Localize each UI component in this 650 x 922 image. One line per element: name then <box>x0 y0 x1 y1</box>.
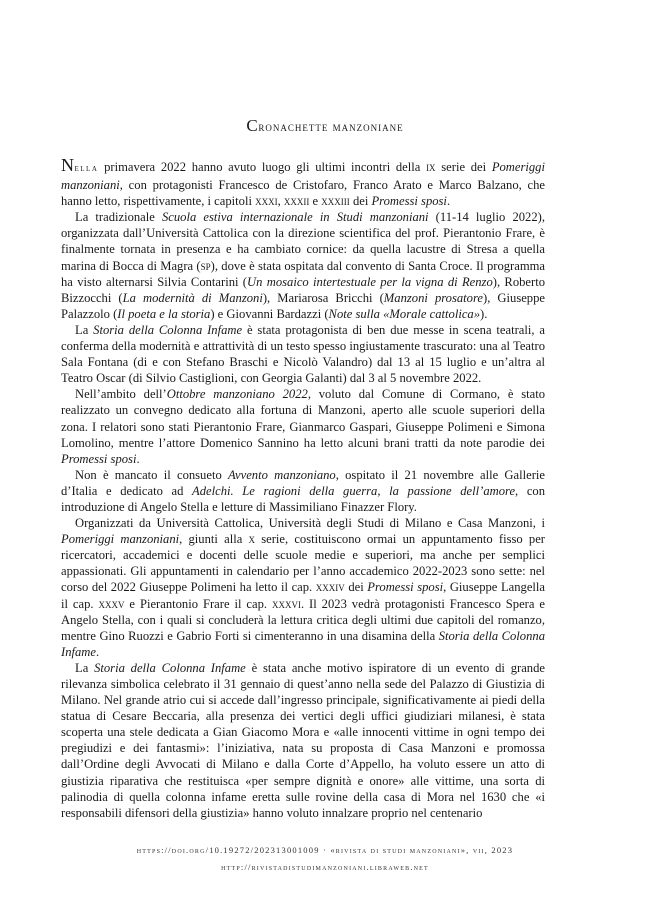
small-caps-text: xxxiv <box>315 580 345 595</box>
paragraph-initial: N <box>61 155 75 175</box>
italic-text: Storia della Colonna Infame <box>94 660 246 675</box>
italic-text: La modernità di Manzoni <box>122 290 263 305</box>
text-run: , <box>277 194 284 209</box>
text-run: , ospitato il 21 novembre alle Gallerie d’Italia e dedicato ad <box>61 467 545 498</box>
italic-text: Scuola estiva internazionale in Studi manzoniani <box>162 210 429 225</box>
text-run: è stata protagonista di ben due messe in scena teatrali, a conferma della modernità e attrattività di un testo spesso ingiustamente trascurato: una al Teatro Sala Fontana (di e con Stefano Braschi e Nicolò Valandro) dal 13 al 15 luglio e un’altra al Teatro Oscar (di Silvio Castiglioni, con Georgia Galanti) dal 3 al 5 novembre 2022. <box>61 322 545 386</box>
text-run: dei <box>349 194 372 209</box>
text-run: , con introduzione di Angelo Stella e letture di Massimiliano Finazzer Flory. <box>61 483 545 514</box>
section-title <box>0 116 650 136</box>
text-run: ) e Giovanni Bardazzi ( <box>210 306 329 321</box>
text-run: ), Giuseppe Palazzolo ( <box>61 290 545 321</box>
small-caps-text: x <box>248 532 255 547</box>
small-caps-text: xxxiii <box>321 194 350 209</box>
italic-text: Avvento manzoniano <box>228 467 336 482</box>
small-caps-text: ix <box>426 160 436 174</box>
text-run: , giunti alla <box>179 532 249 547</box>
section-title-initial: C <box>246 116 259 135</box>
article-body <box>61 157 545 821</box>
footer-doi[interactable]: https://doi.org/10.19272/202313001009 · «rivista di studi manzoniani», vii, 2023 <box>136 845 514 855</box>
text-run: . <box>446 194 451 209</box>
text-run: serie, costituiscono ormai un appuntamento fisso per ricercatori, accademici e docenti delle scuole medie e superiori, ma anche per semplici appassionati. Gli appuntamenti in calendario per l’anno accademico 2022-2023 sono sette: nel corso del 2022 Giuseppe Polimeni ha letto il cap. <box>61 532 546 595</box>
italic-text: Pomeriggi manzoniani <box>61 532 180 547</box>
italic-text: Adelchi. Le ragioni della guerra, la passione dell’amore <box>192 483 516 498</box>
italic-text: Promessi sposi <box>371 194 447 209</box>
text-run: ). <box>480 306 488 321</box>
text-run: primavera 2022 hanno avuto luogo gli ultimi incontri della <box>98 160 427 174</box>
small-caps-text: xxxii <box>283 194 310 209</box>
text-run: La <box>75 322 94 337</box>
text-run: La tradizionale <box>75 210 162 225</box>
text-run: ), dove è stata ospitata dal convento di Santa Croce. Il programma ha visto alternarsi Silvia Contarini ( <box>61 258 545 289</box>
text-run: Nell’ambito dell’ <box>75 387 167 402</box>
text-run: Organizzati da Università Cattolica, Università degli Studi di Milano e Casa Manzoni, i <box>75 516 545 531</box>
italic-text: Storia della Colonna Infame <box>61 628 545 659</box>
text-run: (11-14 luglio 2022), organizzata dall’Università Cattolica con la direzione scientifica del prof. Pierantonio Frare, è finalmente tornata in presenza e ha cambiato cornice: da quella lacustre di Stresa a quella marina di Bocca di Magra ( <box>61 210 545 273</box>
text-run: , con protagonisti Francesco de Cristofaro, Franco Arato e Marco Balzano, che hanno letto, rispettivamente, i capitoli <box>61 178 545 209</box>
text-run: Non è mancato il consueto <box>75 467 229 482</box>
text-run: . <box>95 644 100 659</box>
italic-text: Pomeriggi manzoniani <box>61 160 545 193</box>
italic-text: Un mosaico intertestuale per la vigna di Renzo <box>247 274 493 289</box>
text-run: . Il 2023 vedrà protagonisti Francesco Spera e Angelo Stella, con i quali si concluderà la lettura critica degli ultimi due capitoli del romanzo, mentre Gino Ruozzi e Gabrio Forti si cimenteranno in una disamina della <box>61 596 545 643</box>
paragraph <box>61 322 545 386</box>
text-run: , Giuseppe Langella il cap. <box>61 580 545 611</box>
paragraph <box>61 386 545 466</box>
text-run: ), Mariarosa Bricchi ( <box>262 290 384 305</box>
text-run: , voluto dal Comune di Cormano, è stato realizzato un convegno dedicato alla fortuna di Manzoni, aperto alle scuole superiori della zona. I relatori sono stati Pierantonio Frare, Gianmarco Gaspari, Giuseppe Polimeni e Simona Lomolino, mentre l’attore Domenico Sannino ha letto alcuni brani tratti da note parodie dei <box>61 387 545 450</box>
paragraph <box>61 660 545 821</box>
paragraph <box>61 209 545 322</box>
italic-text: Promessi sposi <box>61 451 137 466</box>
italic-text: Storia della Colonna Infame <box>93 322 243 337</box>
italic-text: Note sulla «Morale cattolica» <box>328 306 481 321</box>
text-run: serie dei <box>435 160 492 174</box>
paragraph <box>61 467 545 515</box>
small-caps-text: xxxi <box>255 194 278 209</box>
italic-text: Manzoni prosatore <box>383 290 483 305</box>
text-run: ), Roberto Bizzocchi ( <box>61 274 545 305</box>
paragraph <box>61 515 545 660</box>
footer-website[interactable]: http://rivistadistudimanzoniani.libraweb.net <box>221 862 429 872</box>
section-title-rest: ronachette manzoniane <box>258 119 404 134</box>
small-caps-text: xxxvi <box>271 596 301 611</box>
text-run: La <box>75 660 95 675</box>
text-run: e <box>309 194 322 209</box>
paragraph <box>61 157 545 209</box>
text-run: è stata anche motivo ispiratore di un evento di grande rilevanza simbolica celebrato il 31 gennaio di quest’anno nella sede del Palazzo di Giustizia di Milano. Nel grande atrio cui si accede dall’ingresso principale, significativamente ai piedi della statua di Cesare Beccaria, alla presenza dei vertici degli uffici giudiziari milanesi, è stata scoperta una stele dedicata a Gian Giacomo Mora e «alle innocenti vittime in ogni tempo dei pregiudizi e dei fantasmi»: l’iniziativa, nata su proposta di Casa Manzoni e promossa dall’Ordine degli Avvocati di Milano e dalla Corte d’Appello, ha voluto essere un atto di giustizia riparativa che restituisca «per sempre dignità e onore» alle vittime, una sorta di palinodia di quella colonna infame eretta sulle rovine della casa di Mora nel 1630 che «i responsabili difensori della giustizia» hanno voluto innalzare proprio nel centenario <box>61 660 545 820</box>
text-run: e Pierantonio Frare il cap. <box>124 596 272 611</box>
italic-text: Ottobre manzoniano 2022 <box>166 387 308 402</box>
italic-text: Il poeta e la storia <box>117 306 211 321</box>
text-run: dei <box>344 580 368 595</box>
paragraph-lead-in: ella <box>74 163 99 174</box>
small-caps-text: xxxv <box>98 596 125 611</box>
small-caps-text: sp <box>200 258 211 273</box>
text-run: . <box>136 451 140 466</box>
italic-text: Promessi sposi <box>367 580 444 595</box>
